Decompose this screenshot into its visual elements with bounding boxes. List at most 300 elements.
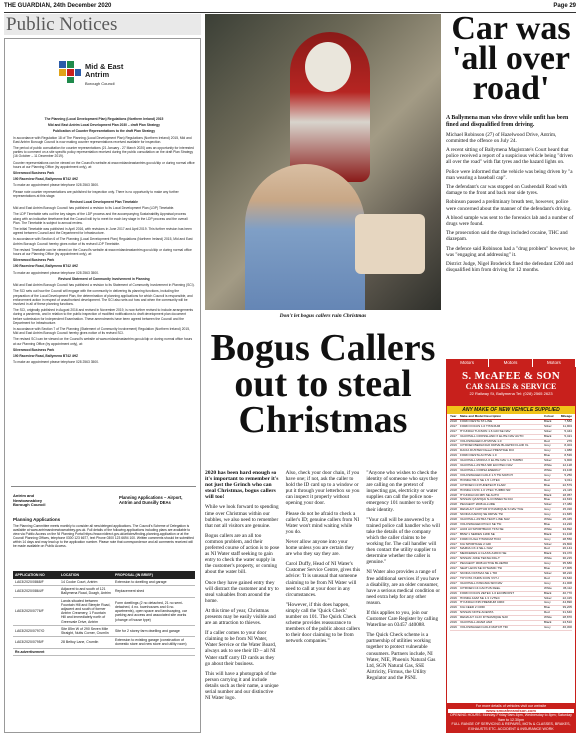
- table-row: [13, 586, 195, 597]
- car-headline: [446, 10, 576, 107]
- vehicle-row: [450, 626, 572, 631]
- notice-paragraph: The revised Timetable can be viewed on the Council's website at www.midandeastantrim.gov.uk/ldp or during normal office hours at our Planning Office (by appointment only), at:: [13, 247, 192, 257]
- vehicle-cell: AUDI A3 SPORTBACK TFSI SE: [460, 527, 504, 531]
- article-paragraph: A Ballymena man who drove while unfit has been fined and disqualified from driving.: [446, 115, 569, 128]
- headline-line: 'all over: [451, 40, 571, 77]
- vehicle-cell: VOLKSWAGEN UP MOVE 1.0: [460, 439, 502, 443]
- vehicle-cell: VOLKSWAGEN GOLF MATCH TDI: [460, 625, 508, 629]
- planning-applications: [11, 486, 196, 737]
- motors-label: Motors: [533, 359, 576, 367]
- footer-line: FULL RANGE OF SERVICING & REPAIRS, MOTs & CLASSES, BRAKES, EXHAUSTS ETC. ACCIDENT & INSURANCE WORK: [451, 722, 571, 731]
- vehicle-cell: Blue: [544, 497, 551, 502]
- dealer-address: 22 Railway St, Ballymena Tel: (028) 2565 2623: [469, 391, 553, 396]
- vehicle-cell: Grey: [544, 561, 551, 566]
- vehicle-cell: Grey: [544, 600, 551, 605]
- vehicle-cell: 31,108: [562, 531, 572, 536]
- vehicle-cell: Silver: [544, 595, 552, 600]
- vehicle-cell: 24,510: [562, 620, 572, 625]
- dealer-website[interactable]: www.smcafeeandson.com: [448, 709, 574, 714]
- vehicle-cell: 2017: [450, 571, 457, 575]
- vehicle-cell: 2018: [450, 507, 457, 512]
- article-paragraph: Never allow anyone into your home unless you are certain they are who they say they are.: [285, 538, 354, 558]
- vehicle-cell: 41,008: [562, 580, 572, 585]
- planning-intro: The Planning Committee meets monthly to consider all new/deleged applications. The Council's Scheme of Delegation is available at www.antrimandnewtownabbey.gov.uk. Full details of the following applications including plans are available to view via Public Access on the NI Planning Portal https://www.nidirect.gov.uk/articles/finding-planning-application or at the Council Planning Offices, telephone 0300 123 6677, text Phone 0300 123 6694 100. Written comments should be submitted within 14 days and may lead up to the application number. Please note that correspondence and all comments received will be made available on Public Access.: [13, 524, 194, 549]
- planning-heading: Planning Applications – Airport, Antrim and Dunsilly DEAs: [119, 495, 183, 505]
- article-paragraph: While we look forward to spending time over Christmas within our bubbles, we also need to remember that not all visitors are genuine.: [205, 504, 279, 529]
- council-logo-icon: [57, 59, 83, 85]
- article-paragraph: Carol Duffy, Head of NI Water's Customer Service Centre, gives this advice: 'It is unusual that someone claiming to be from NI Water will need to call at your door in any circumstances.: [285, 561, 361, 598]
- vehicle-cell: RENAULT CAPTUR DYNAMIQUE S NAV TCE: [460, 508, 524, 512]
- vehicle-cell: VAUXHALL ADAM JAM: [460, 621, 493, 625]
- vehicle-cell: 35,680: [562, 561, 572, 566]
- article-column-3: [366, 470, 441, 705]
- vehicle-cell: 2017: [450, 536, 457, 541]
- vehicle-cell: 40,770: [562, 590, 572, 595]
- notice-paragraph: The period of public consultation for counter representations (21 January - 27 March 2020) was an opportunity for interested parties to comment on a site specific policy representation received during the public consultation on the draft Plan Strategy (16 October – 11 December 2019).: [13, 146, 194, 159]
- vehicle-cell: FORD FIESTA ACTIVE 1.0: [460, 454, 497, 458]
- table-cell: [59, 648, 113, 655]
- vehicle-cell: 13,108: [562, 467, 572, 472]
- vehicle-cell: 1,988: [564, 448, 572, 453]
- dealer-name: S. McAFEE & SON: [462, 370, 560, 382]
- vehicle-cell: 2016: [450, 620, 457, 625]
- vehicle-cell: 2017: [450, 566, 457, 571]
- notice-paragraph: Counter representations can be viewed on the Council's website at www.midandeastantrim.gov.uk/ldp or during normal office hours at our Planning Office (by appointment only), at:: [13, 160, 195, 169]
- vehicle-cell: 2017: [450, 526, 457, 531]
- table-cell: Extension to dwelling and garage: [113, 579, 195, 586]
- table-cell: Lands situated between Fountain Hill and Steeple Road, adjacent and south of former Antrim Creamery, 1 Fountain Hill and immediately north of Greenvale Drive, Antrim: [59, 597, 113, 625]
- vehicle-cell: HYUNDAI I20 MPI SE AUTO: [460, 493, 500, 497]
- vehicle-cell: MAZDA CX-3 SE-L NAV: [460, 547, 493, 551]
- vehicle-cell: Grey: [544, 472, 551, 477]
- vehicle-cell: White: [544, 517, 552, 522]
- vehicle-cell: 2017: [450, 531, 457, 536]
- vehicle-cell: 2016: [450, 600, 457, 605]
- vehicle-cell: Blue: [544, 453, 551, 458]
- notice-paragraph: Mid and East Antrim Borough Council has published a revision to its Local Development Plan (LDP) Timetable.: [13, 206, 175, 211]
- vehicle-cell: 14,220: [562, 521, 572, 526]
- vehicle-cell: Silver: [544, 541, 552, 546]
- vehicle-cell: 38,220: [562, 571, 572, 575]
- vehicle-cell: 17,480: [562, 502, 572, 507]
- article-paragraph: 2020 has been hard enough so it's important to remember it's not just the Grinch who can steal Christmas, bogus callers will too!: [205, 470, 279, 501]
- notice-paragraph: Silverwood Business Park: [13, 347, 55, 352]
- vehicle-cell: HONDA CIVIC 1.0 VTEC TURBO SR: [460, 488, 511, 492]
- headline-line: road': [472, 70, 550, 107]
- vehicle-cell: 2019: [450, 448, 457, 453]
- article-paragraph: "Your call will be answered by a trained police call handler who will take the details of the company which the caller claims to be working for. The call handler will then contact the utility supplier to determine whether the caller is genuine.": [366, 516, 440, 566]
- vehicle-cell: 46,300: [562, 624, 572, 629]
- vehicle-cell: HONDA HR-V SE 1.5 I-VTEC: [460, 478, 500, 482]
- vehicle-list: [447, 414, 575, 632]
- vehicle-cell: 2019: [450, 453, 457, 458]
- vehicle-cell: 9,900: [564, 458, 572, 463]
- article-paragraph: At this time of year, Christmas presents may be easily visible and are an attraction to thieves.: [205, 607, 276, 627]
- vehicle-cell: Black: [544, 620, 552, 625]
- logo-line: Borough Council: [13, 502, 46, 507]
- vehicle-cell: Grey: [544, 580, 551, 585]
- vehicle-cell: 11,904: [562, 423, 572, 428]
- vehicle-cell: 15,320: [562, 507, 572, 512]
- article-paragraph: Once they have gained entry they will distract the customer and try to steal valuables from around the home.: [205, 579, 279, 604]
- vehicle-cell: 28,870: [562, 615, 572, 620]
- notice-paragraph: The LDP Timetable sets out the key stages of the LDP process and the accompanying Sustainability Appraisal process along with an indicative timeframe that the Council will try to meet for each key stage in the LDP process and the overall Plan. The Timetable is subject to annual review.: [13, 212, 188, 225]
- vehicle-cell: FORD FOCUS 1.0 TITANIUM: [460, 424, 501, 428]
- vehicle-cell: NISSAN NOTE ACENTA: [460, 611, 494, 615]
- footer-line: OPENING HOURS: Monday-Friday 9am-6pm, Wednesday to 8pm; Saturday 9am to 12.30pm: [450, 713, 572, 722]
- vehicle-cell: Grey: [544, 536, 551, 541]
- vehicle-cell: 33,470: [562, 551, 572, 556]
- table-row: [13, 637, 195, 648]
- cake: [355, 214, 425, 274]
- bogus-callers-headline: [205, 327, 441, 441]
- vehicle-cell: Silver: [544, 423, 552, 428]
- vehicle-cell: 36,112: [562, 585, 572, 590]
- vehicle-cell: BMW 1 SERIES 118D SE: [460, 532, 495, 536]
- vehicle-cell: 2019: [450, 472, 457, 477]
- council-logo-text: [85, 63, 123, 88]
- notice-paragraph: Silverwood Business Park: [13, 171, 55, 176]
- vehicle-cell: 2019: [450, 443, 457, 448]
- article-paragraph: If this applies to you, join our Customer Care Register by calling Waterline on 03457 440088.: [366, 609, 439, 629]
- vehicle-cell: White: [544, 526, 552, 531]
- vehicle-cell: 5,421: [564, 433, 572, 438]
- vehicle-cell: Red: [544, 575, 550, 580]
- vehicle-cell: 5,444: [564, 428, 572, 433]
- dealer-footer: [447, 703, 575, 732]
- dealer-strapline: ANY MAKE OF NEW VEHICLE SUPPLIED: [447, 406, 575, 414]
- vehicle-cell: SKODA OCTAVIA SE L TDI: [460, 572, 498, 575]
- vehicle-cell: 39,205: [562, 605, 572, 610]
- article-paragraph: Please do not be afraid to check a caller's ID; genuine callers from NI Water won't mind waiting while you do.: [285, 510, 360, 535]
- vehicle-cell: SKODA KAROQ SE DRIVE TSI: [460, 513, 503, 517]
- vehicle-cell: 2016: [450, 605, 457, 610]
- vehicle-cell: KIA SPORTAGE 2 GDI: [460, 542, 492, 546]
- vehicle-cell: Blue: [544, 605, 551, 610]
- vehicle-cell: White: [544, 467, 552, 472]
- vehicle-cell: 5,250: [564, 472, 572, 477]
- article-paragraph: A recent sitting of Ballymena Magistrate's Court heard that police received a report of a suspicious vehicle being "driven all over the road" with flat tyres and the hazard lights on.: [446, 147, 573, 166]
- vehicle-cell: SEAT LEON SE DYNAMIC TSI: [460, 567, 503, 571]
- vehicle-cell: FORD FIESTA ST-LINE: [460, 419, 493, 423]
- notice-paragraph: The SCI, originally published in August 2016 and revised in November 2019, is now further revised to include arrangements during a pandemic, and in relation to the public inspection of modified notifications to draft development plan document before submission for Independent Examination. These amendments have been agreed between the Council and the Department for Infrastructure.: [13, 308, 193, 325]
- vehicle-cell: Blue: [544, 482, 551, 487]
- vehicle-cell: 2017: [450, 551, 457, 556]
- article-column-1: [205, 470, 280, 705]
- planning-title: Planning Applications: [13, 517, 61, 522]
- vehicle-cell: 2016: [450, 615, 457, 620]
- notice-paragraph: Silverwood Business Park: [13, 258, 55, 263]
- vehicle-cell: 2017: [450, 438, 457, 443]
- table-cell: Replacement shed: [113, 586, 195, 597]
- column-header: PROPOSAL (IN BRIEF): [113, 571, 195, 579]
- vehicle-cell: 2017: [450, 423, 457, 428]
- table-row: [13, 579, 195, 586]
- headline-line: out to steal: [234, 363, 412, 405]
- vehicle-cell: 30,215: [562, 556, 572, 561]
- notice-paragraph: Publication of Counter Representations to the draft Plan Strategy: [52, 129, 156, 134]
- article-paragraph: District Judge, Nigel Broderick fined the defendant £200 and disqualified him from driving for 12 months.: [446, 261, 573, 274]
- vehicle-cell: VOLKSWAGEN POLO SE TSI: [460, 522, 502, 526]
- article-paragraph: A blood sample was sent to the forensics lab and a number of drugs were found.: [446, 214, 574, 228]
- vehicle-cell: Black: [544, 551, 552, 556]
- vehicle-cell: 12,128: [562, 463, 572, 468]
- article-paragraph: Robinson passed a preliminary breath test, however, police were concerned about the manner of the defendant's driving.: [446, 199, 572, 212]
- vehicle-cell: VAUXHALL CROSSLAND X ELITE NAV AUTO: [460, 434, 524, 438]
- vehicle-cell: 8,536: [564, 453, 572, 458]
- vehicle-cell: FORD KUGA TITANIUM TDCI: [460, 537, 501, 541]
- santa-photo: [205, 14, 441, 310]
- vehicle-cell: Silver: [544, 428, 552, 433]
- vehicle-cell: 2019: [450, 467, 457, 472]
- vehicle-cell: Blue: [544, 566, 551, 571]
- vehicle-cell: Silver: [544, 571, 552, 575]
- vehicle-cell: 2016: [450, 624, 457, 629]
- applications-table: [13, 571, 195, 656]
- notice-paragraph: The Planning (Local Development Plan) Regulations (Northern Ireland) 2015: [44, 117, 164, 121]
- table-cell: Adjacent to and south of 121 Ballymena Road, Doagh, Antrim: [59, 586, 113, 597]
- article-paragraph: Bogus callers are an all too common problem, and their preferred course of action is to pose as NI Water staff seeking to gain entry to check the water supply in the customer's property, or coming about the water bill.: [205, 532, 280, 576]
- vehicle-cell: PEUGEOT 3008 ACTIVE BLUEHDI: [460, 562, 509, 566]
- article-paragraph: The prosecution said the drugs included cocaine, THC and diazepam.: [446, 230, 568, 243]
- article-paragraph: The defendant's car was stopped on Cushendall Road with damage to the front and back rear side tyres.: [446, 184, 568, 197]
- vehicle-column-header: Year: [450, 414, 457, 418]
- page-number: Page 29: [553, 3, 576, 9]
- vehicle-column-header: Mileage: [560, 414, 572, 418]
- notice-paragraph: Please note counter representations are published for inspection only. There is no opportunity to make any further representations at this stage.: [13, 189, 179, 198]
- article-paragraph: "Anyone who wishes to check the identity of someone who says they are calling on the pretext of inspecting gas, electricity or water supplies can call the police non-emergency 101 number to verify their identity.: [366, 470, 439, 513]
- vehicle-cell: Grey: [544, 624, 551, 629]
- vehicle-cell: NISSAN QASHQAI N-CONNECTA DCI: [460, 498, 513, 502]
- vehicle-cell: VAUXHALL INSIGNIA SRI NAV: [460, 581, 503, 585]
- vehicle-cell: 22,579: [562, 482, 572, 487]
- applications-table-header: [13, 571, 195, 579]
- vehicle-cell: 7,582: [564, 418, 572, 423]
- vehicle-cell: Silver: [544, 502, 552, 507]
- vehicle-cell: 2018: [450, 482, 457, 487]
- dealer-banner: [447, 368, 575, 406]
- article-paragraph: Police were informed that the vehicle was being driven by "a man wearing a baseball cap".: [446, 168, 573, 181]
- footer-line: For more details of vehicles visit our website: [475, 704, 547, 708]
- notice-paragraph: 190 Raceview Road, Ballymena BT42 4HZ: [13, 353, 79, 358]
- notice-paragraph: The revised SCI can be viewed on the Council's website at www.midandeastantrim.gov.uk/ldp or during normal office hours at our Planning Office (by appointment only), at:: [13, 337, 193, 346]
- vehicle-cell: 2017: [450, 580, 457, 585]
- vehicle-cell: VOLKSWAGEN GOLF 1.5 TSI MATCH: [460, 473, 513, 477]
- vehicle-cell: 2017: [450, 428, 457, 433]
- motors-label: Motors: [489, 359, 532, 367]
- vehicle-cell: VAUXHALL MOKKA X ELITE NAV 1.4 TURBO: [460, 459, 523, 463]
- vehicle-cell: 2018: [450, 418, 457, 423]
- vehicle-cell: CITROEN C3 PURETECH FLAIR: [460, 483, 506, 487]
- headline-line: Car was: [451, 10, 571, 47]
- vehicle-cell: 31,640: [562, 610, 572, 615]
- vehicle-cell: Blue: [544, 521, 551, 526]
- notice-paragraph: Mid and East Antrim Local Development Plan 2030 – draft Plan Strategy: [47, 123, 160, 128]
- article-paragraph: This will have a photograph of the person carrying it and include details such as their name, a unique serial number and our distinctive NI Water logo.: [205, 670, 279, 702]
- vehicle-cell: 27,905: [562, 566, 572, 571]
- council-logo: [57, 59, 157, 109]
- table-row: [13, 648, 195, 655]
- vehicle-cell: 2016: [450, 590, 457, 595]
- vehicle-cell: 28,550: [562, 536, 572, 541]
- vehicle-cell: Red: [544, 610, 550, 615]
- table-row: [13, 625, 195, 636]
- vehicle-cell: 2018: [450, 497, 457, 502]
- vehicle-cell: 2018: [450, 521, 457, 526]
- vehicle-cell: White: [544, 556, 552, 561]
- vehicle-cell: White: [544, 585, 552, 590]
- notice-paragraph: Revised Local Development Plan Timetable: [70, 200, 138, 205]
- article-paragraph: The defence said Robinson had a "drug problem" however, he was "engaging and addressing" it.: [446, 245, 575, 258]
- table-cell: Form dwellings (2 no detached, 21 no semi-detached, 4 no. townhouses and 6 no. apartments), open space and landscaping, car parking and access and associated site works (change of house type): [113, 597, 195, 625]
- vehicle-cell: 2017: [450, 541, 457, 546]
- vehicle-cell: Grey: [544, 443, 551, 448]
- vehicle-cell: CITROEN C4 CACTUS FEEL: [460, 586, 501, 590]
- vehicle-cell: NISSAN JUKE TEKNA DIG-T: [460, 557, 500, 561]
- notice-paragraph: In accordance with Section 7 of The Planning (Statement of Community Involvement) Regulation (Northern Ireland) 2015, Mid and East Antrim Borough Council hereby gives notice of its revised SCI.: [13, 326, 190, 336]
- vehicle-cell: 22,415: [562, 595, 572, 600]
- vehicle-cell: 2018: [450, 502, 457, 507]
- motors-label: Motors: [446, 359, 489, 367]
- child-figure: [245, 164, 365, 310]
- vehicle-cell: Silver: [544, 458, 552, 463]
- vehicle-cell: 2018: [450, 487, 457, 492]
- table-cell: [113, 648, 195, 655]
- vehicle-cell: 2016: [450, 610, 457, 615]
- vehicle-cell: Red: [544, 477, 550, 482]
- vehicle-cell: 2017: [450, 546, 457, 551]
- vehicle-cell: White: [544, 615, 552, 620]
- vehicle-cell: Black: [544, 433, 552, 438]
- santa-beard: [305, 42, 351, 92]
- headline-line: Bogus Callers: [210, 327, 436, 369]
- vehicle-cell: 21,115: [562, 487, 572, 492]
- vehicle-cell: 44,890: [562, 600, 572, 605]
- article-paragraph: Also, check your door chain, if you have one; if not, ask the caller to hold the ID card up to a window or put it through your letterbox so you can inspect it properly without opening your door.: [285, 470, 360, 507]
- vehicle-column-header: Colour: [544, 414, 554, 418]
- vehicle-cell: Red: [544, 438, 550, 443]
- vehicle-cell: 2017: [450, 556, 457, 561]
- vehicle-cell: Black: [544, 492, 552, 497]
- bogus-callers-article: [205, 470, 441, 705]
- notice-paragraph: Revised Statement of Community Involvement in Planning: [58, 276, 150, 281]
- vehicle-cell: RENAULT CLIO DYNAMIQUE NAV: [460, 616, 509, 620]
- table-cell: Extension to existing garage (construction of domestic store and new store and utility room): [113, 637, 195, 648]
- notice-paragraph: In accordance with Section 6 of The Planning (Local Development Plan) Regulations (Northern Ireland) 2015, Mid and East Antrim Borough Council hereby gives notice of its revised LDP Timetable.: [13, 237, 193, 246]
- vehicle-cell: DACIA DUSTER Diesel PRESTIGE DCI: [460, 449, 515, 453]
- vehicle-cell: 2018: [450, 517, 457, 522]
- vehicle-cell: 21,845: [562, 512, 572, 517]
- table-cell: Site for 2 storey farm dwelling and garage: [113, 625, 195, 636]
- table-cell: LA03/2020/0864/F: [13, 586, 59, 597]
- table-cell: 28 Beltoy Lane, Crumlin: [59, 637, 113, 648]
- vehicle-cell: HYUNDAI TUCSON 1.6 GDI SE NAV: [460, 429, 511, 433]
- vehicle-cell: 2019: [450, 477, 457, 482]
- vehicle-cell: MERCEDES A CLASS A180 D SE: [460, 552, 507, 556]
- table-cell: Re-advertisement: [13, 648, 59, 655]
- notice-paragraph: 190 Raceview Road, Ballymena BT42 4HZ: [13, 264, 79, 269]
- vehicle-cell: 2019: [450, 458, 457, 463]
- vehicle-cell: 2017: [450, 433, 457, 438]
- vehicle-cell: VAUXHALL ASTRA TECH LINE NAV: [460, 518, 510, 522]
- vehicle-cell: 8,404: [564, 443, 572, 448]
- vehicle-cell: 2016: [450, 585, 457, 590]
- column-header: LOCATION: [59, 571, 113, 579]
- section-title: Public Notices: [4, 14, 201, 35]
- article-paragraph: If a caller comes to your door claiming to be from NI Water, Water Service or the Water Board, always ask to see their ID – all NI Water staff carry ID cards as they go about their business.: [205, 630, 277, 667]
- table-cell: Site 85m W of 290 Seven Mile Straight, Nutts Corner, Crumlin: [59, 625, 113, 636]
- notice-paragraph: To make an appointment please telephone 028 2563 3500.: [13, 270, 99, 275]
- article-paragraph: The Quick Check scheme is a partnership of utilities working together to protect vulnerable consumers. Partners include, NI Water, NIE, Phoenix Natural Gas Ltd, SGN Natural Gas, SSE Airtricity, Firmus, the Utility Regulator and the PSNI.: [366, 632, 436, 681]
- logo-line3: Borough Council: [85, 81, 115, 86]
- vehicle-cell: 25,445: [562, 517, 572, 522]
- vehicle-cell: VAUXHALL ASTRA SRI ECOTEC NAV: [460, 464, 513, 468]
- vehicle-cell: Grey: [544, 507, 551, 512]
- notice-paragraph: To make an appointment please telephone 028 2563 3500.: [13, 183, 99, 188]
- vehicle-cell: 18,057: [562, 492, 572, 497]
- vehicle-cell: 19,640: [562, 575, 572, 580]
- table-cell: 14 Cooke Court, Antrim: [59, 579, 113, 586]
- column-header: APPLICATION NO: [13, 571, 59, 579]
- vehicle-cell: 2018: [450, 492, 457, 497]
- vehicle-cell: Red: [544, 546, 550, 551]
- vehicle-cell: KIA CEED 2 CRDI: [460, 606, 485, 610]
- table-cell: LA03/2020/0795/F: [13, 637, 59, 648]
- antrim-newtownabbey-logo: [13, 494, 73, 512]
- ldp-notice-text: [13, 117, 195, 366]
- vehicle-cell: Grey: [544, 448, 551, 453]
- notice-paragraph: Mid and East Antrim Borough Council has published a revision to its Statement of Community Involvement in Planning (SCI).: [13, 283, 195, 288]
- article-paragraph: "However, if this does happen, simply call the 'Quick Check' number on 101. The Quick Check scheme provides reassurance to members of the public about callers to their door claiming to be from network companies.": [285, 601, 360, 645]
- dealer-advert: [446, 367, 576, 733]
- vehicle-cell: HYUNDAI IX35 PREMIUM CRDI: [460, 601, 505, 605]
- vehicle-cell: 24,633: [562, 497, 572, 502]
- vehicle-cell: 29,800: [562, 541, 572, 546]
- table-row: [13, 597, 195, 625]
- logo-line1: Mid & East: [85, 62, 124, 71]
- vehicle-cell: FORD FOCUS ZETEC 1.0 ECOBOOST: [460, 591, 515, 595]
- car-article: [446, 115, 576, 276]
- vehicle-cell: PEUGEOT 2008 ALLURE: [460, 503, 496, 507]
- headline-line: Christmas: [238, 399, 408, 441]
- photo-caption: Don't let bogus callers ruin Christmas: [279, 313, 367, 319]
- vehicle-cell: 276: [566, 438, 572, 443]
- vehicle-cell: TOYOTA YARIS ICON VVT-I: [460, 576, 499, 580]
- vehicle-cell: Black: [544, 418, 552, 423]
- public-notices-column: [4, 38, 201, 733]
- article-paragraph: Michael Robinson (27) of Hazelwood Drive, Antrim, committed the offence on July 24.: [446, 131, 557, 144]
- table-cell: LA03/2020/0868/F: [13, 579, 59, 586]
- vehicle-cell: 34,892: [562, 526, 572, 531]
- vehicle-cell: 2016: [450, 595, 457, 600]
- publication-date: THE GUARDIAN, 24th December 2020: [4, 3, 112, 9]
- vehicle-cell: HONDA JAZZ SE 1.3 I-VTEC: [460, 596, 500, 600]
- vehicle-cell: 2017: [450, 561, 457, 566]
- notice-paragraph: The initial Timetable was published in April 2016, with revisions in June 2017 and April 2019. This further revision has been agreed between Council and the Department for Infrastructure.: [13, 227, 192, 236]
- vehicle-cell: CITROEN BERLINGO DRIVE BLUEHDI FLAIR XL: [460, 444, 529, 448]
- dealer-subtitle: CAR SALES & SERVICE: [465, 382, 557, 391]
- notice-paragraph: In accordance with Regulation 18 of The Planning (Local Development Plan) Regulations (Northern Ireland) 2015, Mid and East Antrim Borough Council is now making counter representations received available for inspection.: [13, 135, 192, 144]
- vehicle-cell: 2017: [450, 575, 457, 580]
- vehicle-cell: Black: [544, 531, 552, 536]
- vehicle-cell: White: [544, 463, 552, 468]
- notice-paragraph: 190 Raceview Road, Ballymena BT42 4HZ: [13, 177, 79, 182]
- notice-paragraph: The SCI sets out how the Council will engage with the community in delivering its planning functions, including the preparation of the Local Development Plan, the determination of planning applications for which Council is responsible, and enforcement action in respect of unauthorised development. The SCI also sets out how and when the community will be involved in all of these planning functions.: [13, 289, 193, 306]
- vehicle-cell: Grey: [544, 512, 551, 517]
- article-paragraph: NI Water also provides a range of free additional services if you have a disability, are an older consumer, have a serious medical condition or need extra help for any other reason.: [366, 569, 440, 606]
- motors-bar: [446, 359, 576, 367]
- vehicle-column-header: Make and Model Description: [460, 415, 502, 418]
